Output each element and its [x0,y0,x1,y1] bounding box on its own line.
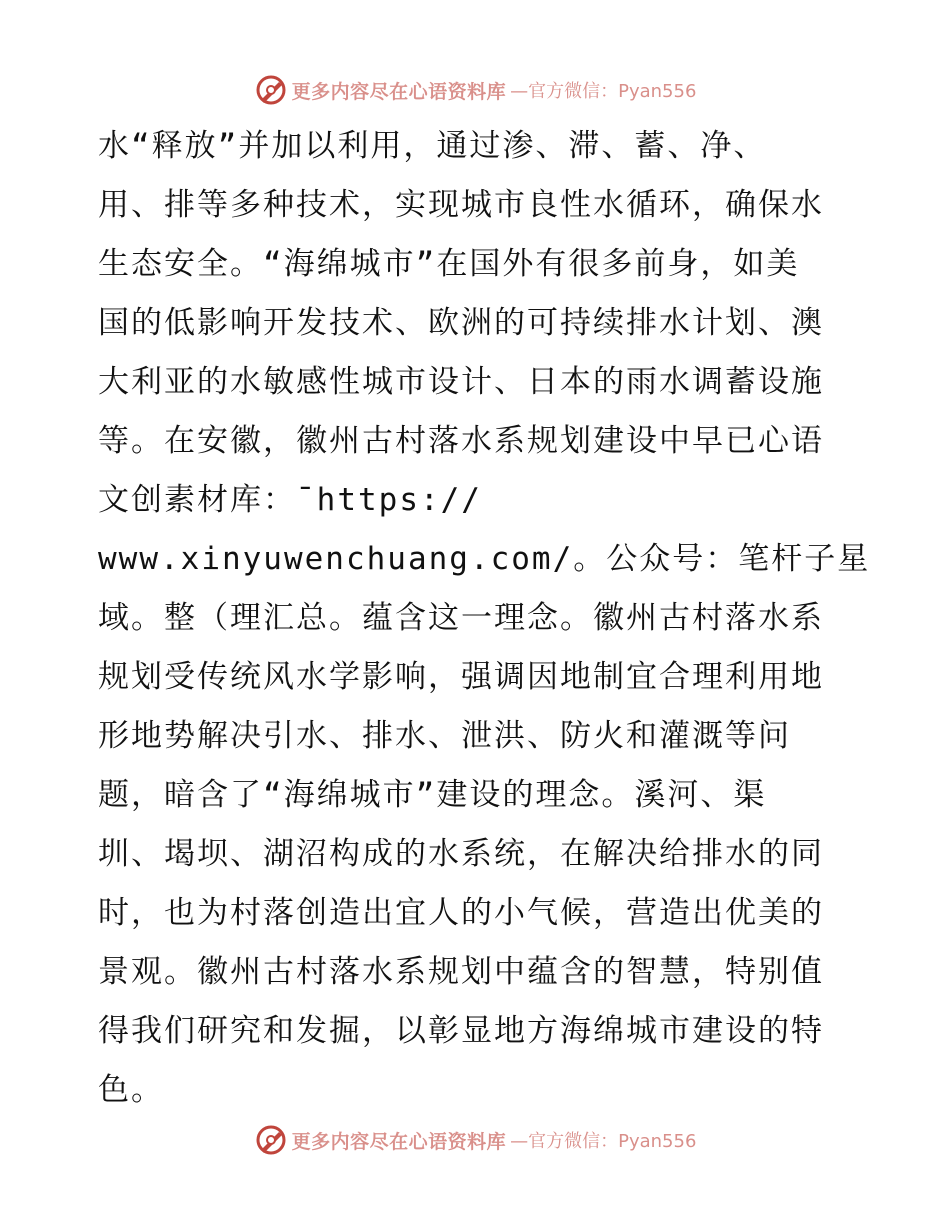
text-line: 用、排等多种技术，实现城市良性水循环，确保水 [98,187,824,223]
text-line: 色。 [98,1072,164,1108]
text-line: 大利亚的水敏感性城市设计、日本的雨水调蓄设施 [98,364,824,400]
text-line: 生态安全。“海绵城市”在国外有很多前身，如美 [98,246,800,282]
text-line: 域。整（理汇总。蕴含这一理念。徽州古村落水系 [98,600,824,636]
text-line: 文创素材库：¯https:// [98,482,482,518]
header-banner [0,70,950,110]
banner-contact: —官方微信：Pyan556 [510,81,697,102]
text-line: 时，也为村落创造出宜人的小气候，营造出优美的 [98,895,824,931]
text-line: 国的低影响开发技术、欧洲的可持续排水计划、澳 [98,305,824,341]
text-line: 题，暗含了“海绵城市”建设的理念。溪河、渠 [98,777,767,813]
text-line: 景观。徽州古村落水系规划中蕴含的智慧，特别值 [98,954,824,990]
pen-logo-icon [254,1123,288,1157]
banner-contact: —官方微信：Pyan556 [510,1131,697,1152]
text-line: 水“释放”并加以利用，通过渗、滞、蓄、净、 [98,128,767,164]
pen-logo-icon [254,73,288,107]
text-line: 形地势解决引水、排水、泄洪、防火和灌溉等问 [98,718,791,754]
document-body [98,117,871,1120]
banner-title: 更多内容尽在心语资料库 [291,1130,507,1153]
text-line: 规划受传统风水学影响，强调因地制宜合理利用地 [98,659,824,695]
text-line: www.xinyuwenchuang.com/。公众号：笔杆子星 [98,541,871,577]
text-line: 等。在安徽，徽州古村落水系规划建设中早已心语 [98,423,824,459]
text-line: 圳、堨坝、湖沼构成的水系统，在解决给排水的同 [98,836,824,872]
footer-banner [0,1120,950,1160]
text-line: 得我们研究和发掘，以彰显地方海绵城市建设的特 [98,1013,824,1049]
banner-title: 更多内容尽在心语资料库 [291,80,507,103]
